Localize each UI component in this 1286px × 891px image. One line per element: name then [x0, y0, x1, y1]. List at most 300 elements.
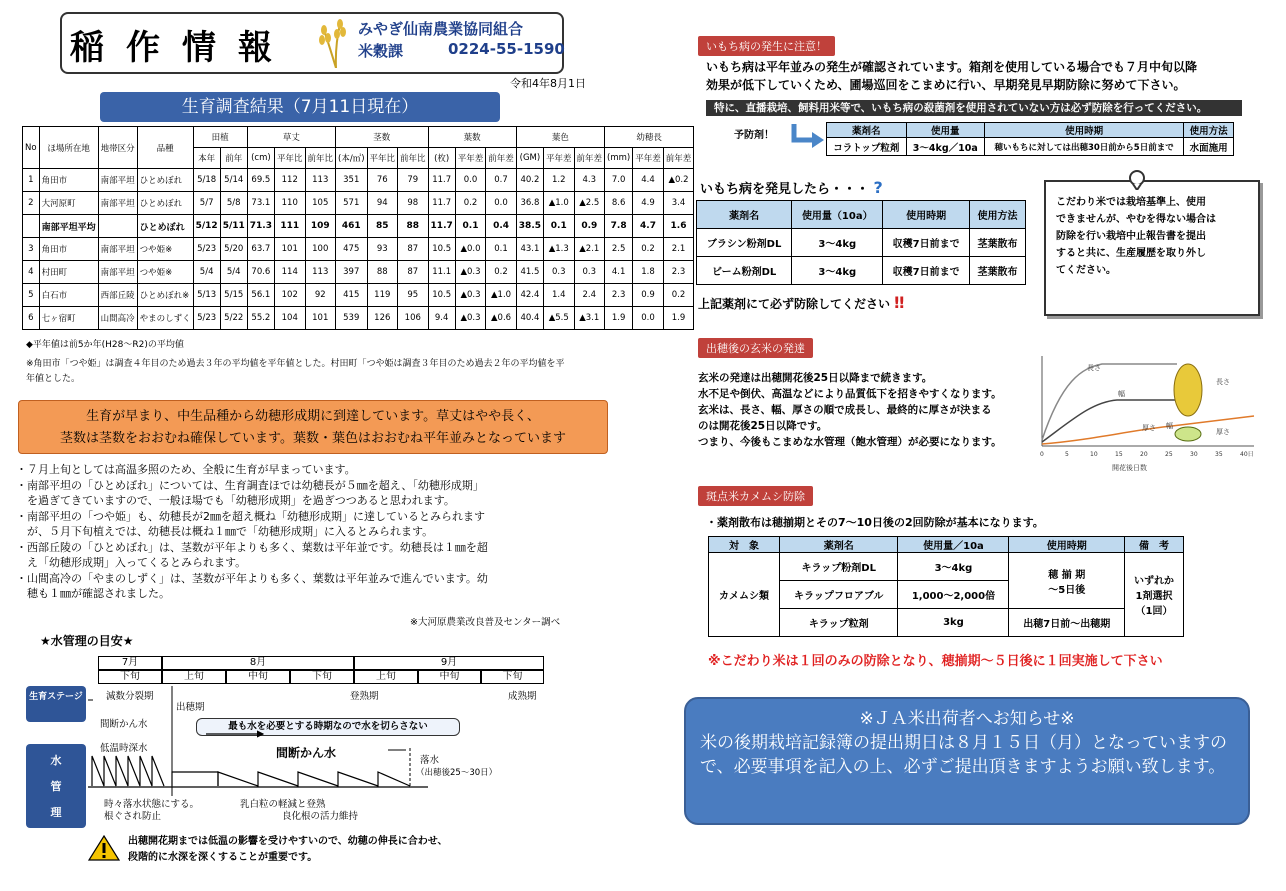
table-cell: 1.9 [605, 307, 633, 330]
prevent-head-2: 使用時期 [984, 123, 1183, 138]
table-cell: 87 [398, 261, 429, 284]
table-cell: 4 [23, 261, 40, 284]
drop-note-2: 根ぐされ防止 [104, 811, 162, 822]
table-cell: ▲1.0 [486, 284, 517, 307]
table-cell: 山間高冷 [98, 307, 137, 330]
table-cell: ▲0.0 [455, 238, 486, 261]
table-cell: 1.9 [663, 307, 694, 330]
table-cell: 111 [274, 215, 305, 238]
table-cell: 2.3 [605, 284, 633, 307]
blast-title: いもち病の発生に注意！ [698, 36, 835, 56]
grain-note-1: 乳白粒の軽減と登熟 [240, 799, 326, 810]
stink-head-0: 対 象 [709, 537, 780, 553]
x-tick-2: 10 [1090, 451, 1098, 458]
period-3: 下旬 [290, 670, 354, 684]
table-cell: ▲3.1 [574, 307, 605, 330]
table-cell: 南部平坦 [98, 261, 137, 284]
bullet-2: を過ぎてきていますので、一般ほ場でも「幼穂形成期」を過ぎつつあると思われます。 [16, 494, 455, 507]
water-label [26, 744, 86, 828]
table-cell: 七ヶ宿町 [39, 307, 98, 330]
stink-head-3: 使用時期 [1009, 537, 1125, 553]
stink-head-4: 備 考 [1124, 537, 1183, 553]
period-4: 上旬 [354, 670, 418, 684]
x-tick-3: 15 [1115, 451, 1123, 458]
col-panicle: 幼穂長 [605, 127, 694, 148]
bullet-5: ・西部丘陵の「ひとめぼれ」は、茎数が平年よりも多く、葉数は平年並です。幼穂長は１㎜を超 [16, 540, 488, 554]
stage-maturity: 成熟期 [508, 691, 537, 702]
table-cell: 113 [305, 261, 336, 284]
table-cell: 5/23 [193, 307, 220, 330]
subhead-13: 前年差 [574, 148, 605, 169]
table-cell: 11.7 [428, 192, 455, 215]
note-line-4: てください。 [1056, 265, 1116, 276]
brown-line-2: 玄米は、長さ、幅、厚さの順で成長し、最終的に厚さが決まる [698, 404, 992, 416]
found-title-text: いもち病を発見したら・・・ [700, 182, 870, 197]
water-label-1: 管 [50, 780, 62, 793]
side-label-length: 長さ [1216, 378, 1230, 386]
brown-title: 出穂後の玄米の発達 [698, 338, 813, 358]
col-planting: 田植 [193, 127, 247, 148]
table-cell: 南部平坦平均 [39, 215, 98, 238]
table-cell: 38.5 [516, 215, 543, 238]
table-cell: 4.9 [633, 192, 664, 215]
warning-text-1: 出穂開花期までは低温の影響を受けやすいので、幼穂の伸長に合わせ、 [128, 836, 448, 847]
subhead-8: (枚) [428, 148, 455, 169]
month-7: 7月 [98, 656, 162, 670]
subhead-11: (GM) [516, 148, 543, 169]
table-cell: ▲0.3 [455, 261, 486, 284]
note-tsuyahime [26, 357, 611, 387]
note-tsuyahime-1: ※角田市「つや姫」は調査４年目のため過去３年の平均値を平年値とした。村田町「つや姫は調査３年目のため過去２年の平均値を平 [26, 359, 565, 369]
table-cell: 63.7 [247, 238, 274, 261]
table-cell: 5/7 [193, 192, 220, 215]
table-cell: 1.6 [663, 215, 694, 238]
table-cell: 55.2 [247, 307, 274, 330]
table-cell: 6 [23, 307, 40, 330]
curve-label-width: 幅 [1118, 390, 1125, 398]
table-cell: つや姫※ [137, 238, 193, 261]
table-cell: 0.3 [574, 261, 605, 284]
table-cell: 397 [336, 261, 368, 284]
x-tick-5: 25 [1165, 451, 1173, 458]
table-cell: 351 [336, 169, 368, 192]
subhead-7: 前年比 [398, 148, 429, 169]
table-cell: 0.4 [486, 215, 517, 238]
table-cell: 101 [305, 307, 336, 330]
grain-note-2: 良化根の活力維持 [282, 811, 359, 822]
found-r1-c0: ビーム粉剤DL [697, 257, 792, 285]
table-cell: 大河原町 [39, 192, 98, 215]
subhead-4: 前年比 [305, 148, 336, 169]
table-cell: ▲1.3 [544, 238, 575, 261]
table-cell: つや姫※ [137, 261, 193, 284]
curve-label-length: 長さ [1087, 364, 1101, 372]
bullet-6: え「幼穂形成期」入ってくるとみられます。 [16, 556, 247, 569]
note-line-0: こだわり米では栽培基準上、使用 [1056, 197, 1206, 208]
table-cell: 415 [336, 284, 368, 307]
found-note-text: 上記薬剤にて必ず防除してください [698, 297, 891, 311]
table-cell: 70.6 [247, 261, 274, 284]
table-row [23, 192, 694, 215]
kodawari-note [1044, 180, 1260, 316]
table-cell [23, 215, 40, 238]
table-cell: 112 [274, 169, 305, 192]
table-cell: 88 [367, 261, 398, 284]
table-cell: 106 [398, 307, 429, 330]
col-leaves: 葉数 [428, 127, 516, 148]
table-cell: 白石市 [39, 284, 98, 307]
table-cell: 42.4 [516, 284, 543, 307]
x-tick-6: 30 [1190, 451, 1198, 458]
note-line-1: できませんが、やむを得ない場合は [1056, 214, 1216, 225]
stink-remark-0: いずれか [1133, 576, 1174, 587]
col-variety: 品種 [137, 127, 193, 169]
stage-label: 生育ステージ [26, 686, 86, 722]
notice-body: 米の後期栽培記録簿の提出期日は８月１５日（月）となっていますので、必要事項を記入の上、必ずご提出頂きますようお願い致します。 [700, 733, 1227, 777]
bullet-1: ・南部平坦の「ひとめぼれ」については、生育調査ほでは幼穂長が５㎜を超え、「幼穂形成期」 [16, 478, 484, 492]
table-cell: 11.1 [428, 261, 455, 284]
warning-text-2: 段階的に水深を深くすることが重要です。 [128, 852, 318, 863]
table-cell: 0.0 [455, 169, 486, 192]
table-cell: 0.1 [455, 215, 486, 238]
table-cell: 5/22 [220, 307, 247, 330]
table-cell: 5/11 [220, 215, 247, 238]
table-cell: 101 [274, 238, 305, 261]
intermittent-2: 間断かん水 [276, 746, 337, 760]
subhead-10: 前年差 [486, 148, 517, 169]
table-cell: 2.4 [574, 284, 605, 307]
drain-label: 落水 [420, 755, 440, 766]
water-label-0: 水 [50, 754, 62, 767]
found-r1-c3: 茎葉散布 [970, 257, 1026, 285]
table-cell: 73.1 [247, 192, 274, 215]
water-label-2: 理 [50, 806, 62, 819]
table-cell: 36.8 [516, 192, 543, 215]
table-cell: 西部丘陵 [98, 284, 137, 307]
subhead-2: (cm) [247, 148, 274, 169]
warning-icon [88, 834, 120, 862]
table-cell: 76 [367, 169, 398, 192]
summary-box [18, 400, 608, 454]
table-cell: 0.2 [455, 192, 486, 215]
table-cell: 0.1 [486, 238, 517, 261]
table-cell: 0.9 [633, 284, 664, 307]
table-cell: ▲2.1 [574, 238, 605, 261]
table-cell: ひとめぼれ※ [137, 284, 193, 307]
drop-note-1: 時々落水状態にする。 [104, 799, 200, 810]
found-r0-c2: 収穫7日前まで [883, 229, 970, 257]
callout-box: 最も水を必要とする時期なので水を切らさない [196, 718, 460, 736]
subhead-9: 平年差 [455, 148, 486, 169]
table-cell: 1.4 [544, 284, 575, 307]
brown-text [698, 370, 1002, 450]
table-cell: 2.1 [663, 238, 694, 261]
table-cell: 10.5 [428, 238, 455, 261]
table-cell: 71.3 [247, 215, 274, 238]
table-cell: 1.2 [544, 169, 575, 192]
stink-r1-drug: キラップフロアブル [780, 581, 898, 609]
bullet-7: ・山間高冷の「やまのしずく」は、茎数が平年よりも多く、葉数は平年並みで進んでいます。幼 [16, 571, 488, 585]
bullet-list [16, 462, 616, 602]
table-cell: 11.7 [428, 215, 455, 238]
stink-r2-drug: キラップ粒剤 [780, 609, 898, 637]
stink-head-2: 使用量／10a [898, 537, 1009, 553]
prevent-head-3: 使用方法 [1184, 123, 1234, 138]
notice-box [684, 697, 1250, 825]
col-location: ほ場所在地 [39, 127, 98, 169]
chart-xlabel: 開花後日数 [1112, 464, 1147, 472]
table-cell: ▲1.0 [544, 192, 575, 215]
double-exclaim-icon: ‼ [894, 293, 905, 312]
found-r0-c3: 茎葉散布 [970, 229, 1026, 257]
table-cell: 0.1 [544, 215, 575, 238]
period-2: 中旬 [226, 670, 290, 684]
grain-growth-chart [1032, 350, 1258, 476]
prevent-head-1: 使用量 [906, 123, 984, 138]
table-cell: 40.2 [516, 169, 543, 192]
bullet-8: 穂も１㎜が確認されました。 [16, 587, 170, 600]
table-cell: 475 [336, 238, 368, 261]
prevent-cell-0: コラトップ粒剤 [827, 138, 907, 156]
table-cell: 1 [23, 169, 40, 192]
x-tick-8: 40日 [1240, 451, 1254, 458]
found-head-1: 使用量（10a） [792, 201, 883, 229]
table-cell: 539 [336, 307, 368, 330]
table-cell: 41.5 [516, 261, 543, 284]
table-cell [98, 215, 137, 238]
table-cell: 109 [305, 215, 336, 238]
table-cell: 98 [398, 192, 429, 215]
table-cell: 4.7 [633, 215, 664, 238]
note-line-2: 防除を行い栽培中止報告書を提出 [1056, 231, 1206, 242]
table-cell: 4.3 [574, 169, 605, 192]
table-cell: 110 [274, 192, 305, 215]
table-cell: 126 [367, 307, 398, 330]
question-icon: ? [873, 178, 883, 197]
stink-lead: ・薬剤散布は穂揃期とその7～10日後の2回防除が基本になります。 [706, 516, 1044, 529]
stink-timing-b: 出穂7日前～出穂期 [1009, 609, 1125, 637]
table-cell: 105 [305, 192, 336, 215]
table-cell: 南部平坦 [98, 169, 137, 192]
table-cell: 村田町 [39, 261, 98, 284]
found-r1-c1: 3～4kg [792, 257, 883, 285]
table-cell: 3.4 [663, 192, 694, 215]
org-name: みやぎ仙南農業協同組合 [358, 20, 524, 38]
table-cell: 5/20 [220, 238, 247, 261]
table-cell: 0.9 [574, 215, 605, 238]
stink-remark [1124, 553, 1183, 637]
col-no: No [23, 127, 40, 169]
subhead-0: 本年 [193, 148, 220, 169]
stink-warning: ※こだわり米は１回のみの防除となり、穂揃期～５日後に１回実施して下さい [708, 654, 1163, 669]
table-row [23, 261, 694, 284]
table-cell: 2.3 [663, 261, 694, 284]
prevent-cell-1: 3～4kg／10a [906, 138, 984, 156]
water-level-diagram [88, 686, 548, 798]
stink-r2-amt: 3kg [898, 609, 1009, 637]
table-row [23, 238, 694, 261]
table-cell: 0.7 [486, 169, 517, 192]
table-cell: 5/15 [220, 284, 247, 307]
table-row [23, 284, 694, 307]
table-cell: 0.2 [486, 261, 517, 284]
table-cell: 79 [398, 169, 429, 192]
brown-line-4: つまり、今後もこまめな水管理（飽水管理）が必要になります。 [698, 436, 1002, 448]
table-cell: 5/8 [220, 192, 247, 215]
stink-r0-amt: 3～4kg [898, 553, 1009, 581]
blast-text-1: いもち病は平年並みの発生が確認されています。箱剤を使用している場合でも７月中旬以降 [706, 60, 1198, 74]
col-stems: 茎数 [336, 127, 429, 148]
table-cell: 114 [274, 261, 305, 284]
intermittent-1: 間断かん水 [100, 719, 148, 730]
bullet-3: ・南部平坦の「つや姫」も、幼穂長が2㎜を超え概ね「幼穂形成期」に達しているとみられます [16, 509, 485, 523]
table-cell: 10.5 [428, 284, 455, 307]
note-line-3: すると共に、生産履歴を取り外し [1056, 248, 1206, 259]
table-cell: 113 [305, 169, 336, 192]
side-label-thickness: 厚さ [1216, 428, 1230, 436]
drain-sub: （出穂後25～30日） [416, 768, 498, 778]
table-cell: 461 [336, 215, 368, 238]
table-cell: 4.4 [633, 169, 664, 192]
found-head-0: 薬剤名 [697, 201, 792, 229]
table-cell: 40.4 [516, 307, 543, 330]
cold-deep-water: 低温時深水 [100, 743, 148, 754]
stink-head-1: 薬剤名 [780, 537, 898, 553]
prevent-table [826, 122, 1234, 156]
table-cell: 5/14 [220, 169, 247, 192]
period-1: 上旬 [162, 670, 226, 684]
table-cell: 119 [367, 284, 398, 307]
bullet-4: が、５月下旬植えでは、幼穂長は概ね１㎜で「幼穂形成期」に入るとみられます。 [16, 525, 434, 538]
table-row [23, 169, 694, 192]
found-note [698, 293, 904, 312]
survey-credit: ※大河原農業改良普及センター調べ [410, 617, 561, 628]
note-normal: ◆平年値は前5か年(H28～R2)の平均値 [26, 340, 184, 350]
table-cell: 11.7 [428, 169, 455, 192]
subhead-16: 前年差 [663, 148, 694, 169]
survey-title: 生育調査結果（7月11日現在） [100, 92, 500, 122]
table-cell: 9.4 [428, 307, 455, 330]
table-cell: ▲0.3 [455, 284, 486, 307]
table-cell: ひとめぼれ [137, 215, 193, 238]
arrow-right-icon [790, 124, 826, 150]
table-cell: 南部平坦 [98, 192, 137, 215]
table-row [23, 215, 694, 238]
table-cell: 2.5 [605, 238, 633, 261]
newsletter-title: 稲作情報 [70, 28, 294, 68]
table-cell: ▲0.3 [455, 307, 486, 330]
table-cell: 2 [23, 192, 40, 215]
period-6: 下旬 [481, 670, 544, 684]
subhead-1: 前年 [220, 148, 247, 169]
note-tsuyahime-2: 年値とした。 [26, 374, 81, 384]
rice-plant-icon [318, 16, 354, 68]
table-cell: 571 [336, 192, 368, 215]
found-head-2: 使用時期 [883, 201, 970, 229]
stink-title: 斑点米カメムシ防除 [698, 486, 813, 506]
table-cell: 角田市 [39, 169, 98, 192]
col-height: 草丈 [247, 127, 335, 148]
table-cell: 0.3 [544, 261, 575, 284]
table-cell: 7.8 [605, 215, 633, 238]
table-row [23, 307, 694, 330]
table-cell: 104 [274, 307, 305, 330]
blast-text-2: 効果が低下していくため、圃場巡回をこまめに行い、早期発見早期防除に努めて下さい。 [706, 78, 1186, 92]
table-cell: 85 [367, 215, 398, 238]
table-cell: 5/18 [193, 169, 220, 192]
found-r0-c0: ブラシン粉剤DL [697, 229, 792, 257]
found-head-3: 使用方法 [970, 201, 1026, 229]
subhead-12: 平年差 [544, 148, 575, 169]
stink-remark-2: （1回） [1135, 606, 1173, 617]
table-cell: 0.0 [486, 192, 517, 215]
stink-r0-drug: キラップ粉剤DL [780, 553, 898, 581]
side-label-width: 幅 [1166, 422, 1173, 430]
stink-remark-1: 1剤選択 [1135, 591, 1173, 602]
table-cell: 0.0 [633, 307, 664, 330]
table-cell: 1.8 [633, 261, 664, 284]
brown-line-0: 玄米の発達は出穂開花後25日以降まで続きます。 [698, 372, 933, 384]
table-cell: ▲2.5 [574, 192, 605, 215]
prevent-cell-2: 穂いもちに対しては出穂30日前から5日前まで [984, 138, 1183, 156]
subhead-14: (mm) [605, 148, 633, 169]
table-cell: 南部平坦 [98, 238, 137, 261]
phone-number: 0224-55-1590 [448, 40, 565, 58]
table-cell: やまのしずく [137, 307, 193, 330]
bullet-0: ・７月上旬としては高温多照のため、全般に生育が早まっています。 [16, 463, 356, 476]
pin-icon [1126, 168, 1148, 190]
stage-meiosis: 減数分裂期 [106, 691, 154, 702]
stink-timing-a [1009, 553, 1125, 609]
subhead-3: 平年比 [274, 148, 305, 169]
table-cell: ひとめぼれ [137, 169, 193, 192]
table-cell: 角田市 [39, 238, 98, 261]
blast-banner: 特に、直播栽培、飼料用米等で、いもち病の殺菌剤を使用されていない方は必ず防除を行ってください。 [706, 100, 1242, 116]
table-cell: 43.1 [516, 238, 543, 261]
period-5: 中旬 [418, 670, 481, 684]
stink-target: カメムシ類 [709, 553, 780, 637]
table-cell: ▲5.5 [544, 307, 575, 330]
summary-line-2: 茎数は茎数をおおむね確保しています。葉数・葉色はおおむね平年並みとなっています [60, 431, 566, 446]
subhead-5: (本/㎡) [336, 148, 368, 169]
brown-line-3: のは開花後25日以降です。 [698, 420, 828, 432]
table-cell: 100 [305, 238, 336, 261]
prevent-head-0: 薬剤名 [827, 123, 907, 138]
month-8: 8月 [162, 656, 354, 670]
summary-line-1: 生育が早まり、中生品種から幼穂形成期に到達しています。草丈はやや長く、 [86, 409, 540, 424]
table-cell: 69.5 [247, 169, 274, 192]
table-cell: 5/23 [193, 238, 220, 261]
found-table [696, 200, 1026, 285]
table-cell: 0.2 [663, 284, 694, 307]
subhead-15: 平年差 [633, 148, 664, 169]
found-title [700, 178, 883, 197]
period-0: 下旬 [98, 670, 162, 684]
table-cell: 5/13 [193, 284, 220, 307]
table-cell: 3 [23, 238, 40, 261]
table-cell: 93 [367, 238, 398, 261]
table-cell: 7.0 [605, 169, 633, 192]
found-r0-c1: 3～4kg [792, 229, 883, 257]
x-tick-4: 20 [1140, 451, 1148, 458]
notice-title: ※ＪＡ米出荷者へお知らせ※ [859, 709, 1075, 729]
stink-timing-2: ～5日後 [1048, 584, 1086, 596]
stink-timing-1: 穂 揃 期 [1048, 569, 1086, 581]
dept-name: 米穀課 [358, 42, 404, 60]
table-cell: 102 [274, 284, 305, 307]
table-cell: 5/4 [220, 261, 247, 284]
table-cell: 87 [398, 238, 429, 261]
